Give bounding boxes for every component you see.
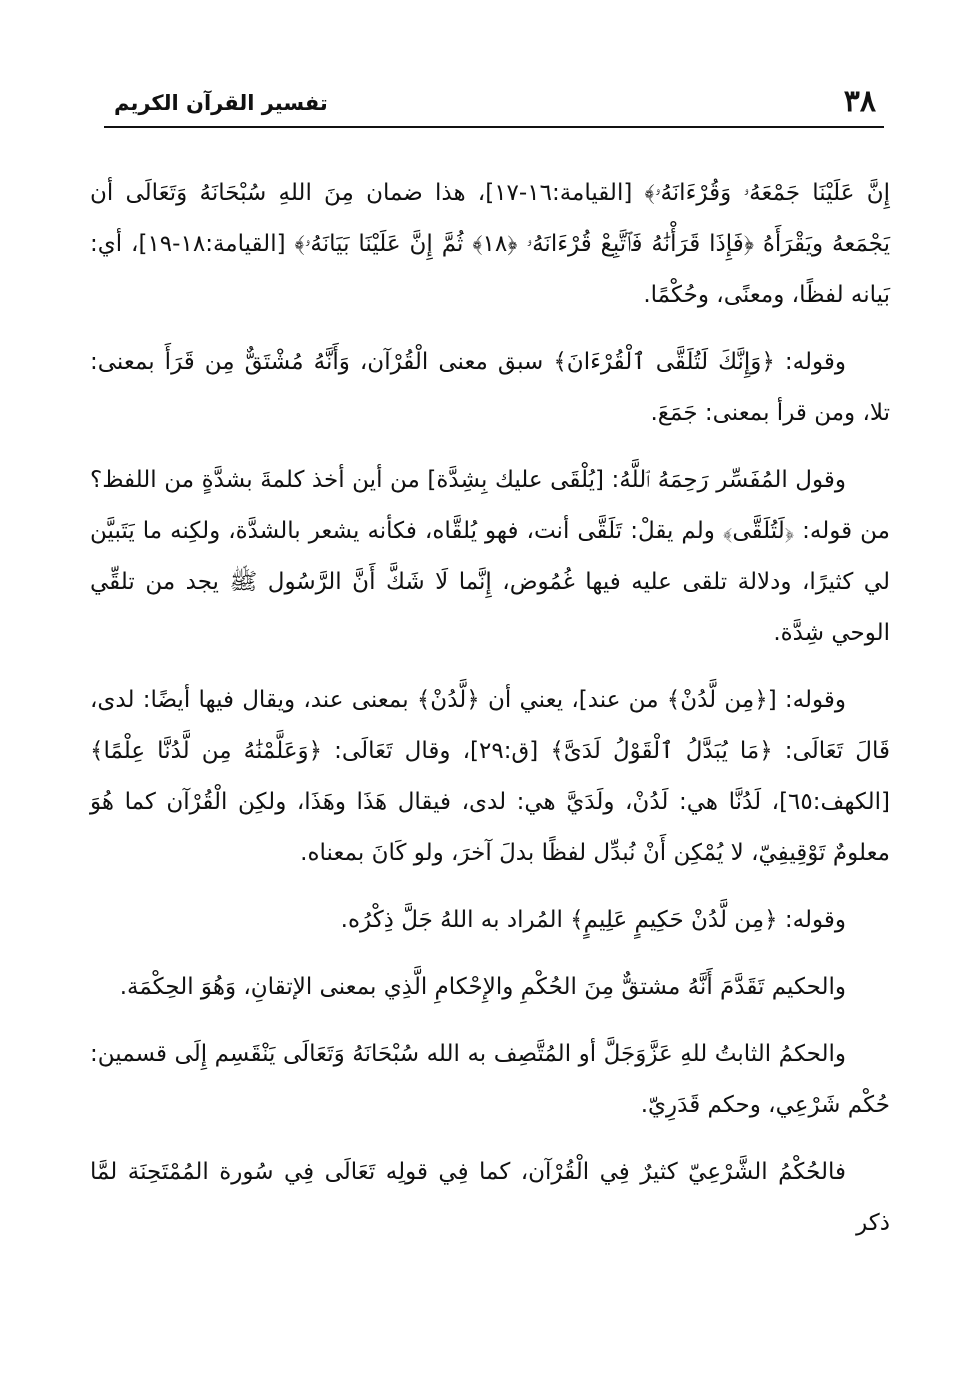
header-divider [104, 126, 884, 128]
paragraph-1: إِنَّ عَلَيْنَا جَمْعَهُۥ وَقُرْءَانَهُۥ﴾ [القيامة:١٦-١٧]، هذا ضمان مِنَ اللهِ سُبْحَانَهُ وَتَعَالَى أن يَجْمَعهُ ويَقْرَأَهُ ﴿فَإِذَا قَرَأْنَٰهُ فَٱتَّبِعْ قُرْءَانَهُۥ ﴿١٨﴾ ثُمَّ إِنَّ عَلَيْنَا بَيَانَهُۥ﴾ [القيامة:١٨-١٩]، أي: بَيانه لفظًا، ومعنًى، وحُكْمًا. [90, 180, 890, 308]
paragraph-2: وقوله: ﴿وَإِنَّكَ لَتُلَقَّى ٱلْقُرْءَانَ﴾ سبق معنى الْقُرْآن، وَأَنَّهُ مُشْتَقٌّ مِن قَرَأَ بمعنى: تلا، ومن قرأ بمعنى: جَمَعَ. [90, 349, 890, 426]
paragraph-8: فالحُكْمُ الشَّرْعِيّ كثيرٌ فِي الْقُرْآن، كما فِي قولِه تَعَالَى فِي سُورة المُمْتَحِنَة لمَّا ذكر [90, 1159, 890, 1236]
paragraph-4: وقوله: [﴿مِن لَّدُنْ﴾ من عند]، يعني أن ﴿لَّدُنْ﴾ بمعنى عند، ويقال فيها أيضًا: لدى، قَالَ تَعَالَى: ﴿مَا يُبَدَّلُ ٱلْقَوْلُ لَدَىَّ﴾ [ق:٢٩]، وقال تَعَالَى: ﴿وَعَلَّمْنَٰهُ مِن لَّدُنَّا عِلْمًا﴾ [الكهف:٦٥]، لَدُنَّا هي: لَدُنْ، ولَدَيَّ هي: لدى، فيقال هَذَا وهَذَا، ولكِن الْقُرْآن كما هُوَ معلومٌ تَوْقِيفِيّ، لا يُمْكِن أَنْ نُبدِّل لفظًا بدلَ آخرَ، ولو كَانَ بمعناه. [90, 687, 890, 866]
page-body [90, 168, 890, 1265]
paragraph-6: والحكيم تَقَدَّمَ أَنَّهُ مشتقٌّ مِنَ الحُكْمِ والإِحْكامِ الَّذِي بمعنى الإتقانِ، وَهُوَ الحِكْمَة. [119, 974, 846, 1000]
page-number: ٣٨ [843, 84, 876, 119]
running-title: تفسير القرآن الكريم [114, 91, 328, 115]
page-header [104, 84, 884, 124]
paragraph-3: وقول المُفَسِّر رَحِمَهُ ٱللَّهُ: [يُلْقَى عليك بِشِدَّة] من أين أخذ كلمةَ بشدَّةٍ من اللفظ؟ من قوله: ﴿لَتُلَقَّى﴾ ولم يقلْ: تَلَقَّى أنت، فهو يُلقَّاه، فكأنه يشعر بالشدَّة، ولكِنه ما يَتَبيَّن لي كثيرًا، ودلالة تلقى عليه فيها غُمُوض، إِنَّما لَا شَكَّ أَنَّ الرَّسُول ﷺ يجد من تلقِّي الوحي شِدَّة. [90, 467, 890, 646]
paragraph-5: وقوله: ﴿مِن لَّدُنْ حَكِيمٍ عَلِيمٍ﴾ المُراد به اللهُ جَلَّ ذِكْرُه. [340, 907, 846, 933]
paragraph-7: والحكمُ الثابتُ للهِ عَزَّوَجَلَّ أو المُتَّصِف به الله سُبْحَانَهُ وَتَعَالَى يَنْقَسِم إِلَى قسمين: حُكْم شَرْعِي، وحكم قَدَرِيّ. [90, 1041, 890, 1118]
